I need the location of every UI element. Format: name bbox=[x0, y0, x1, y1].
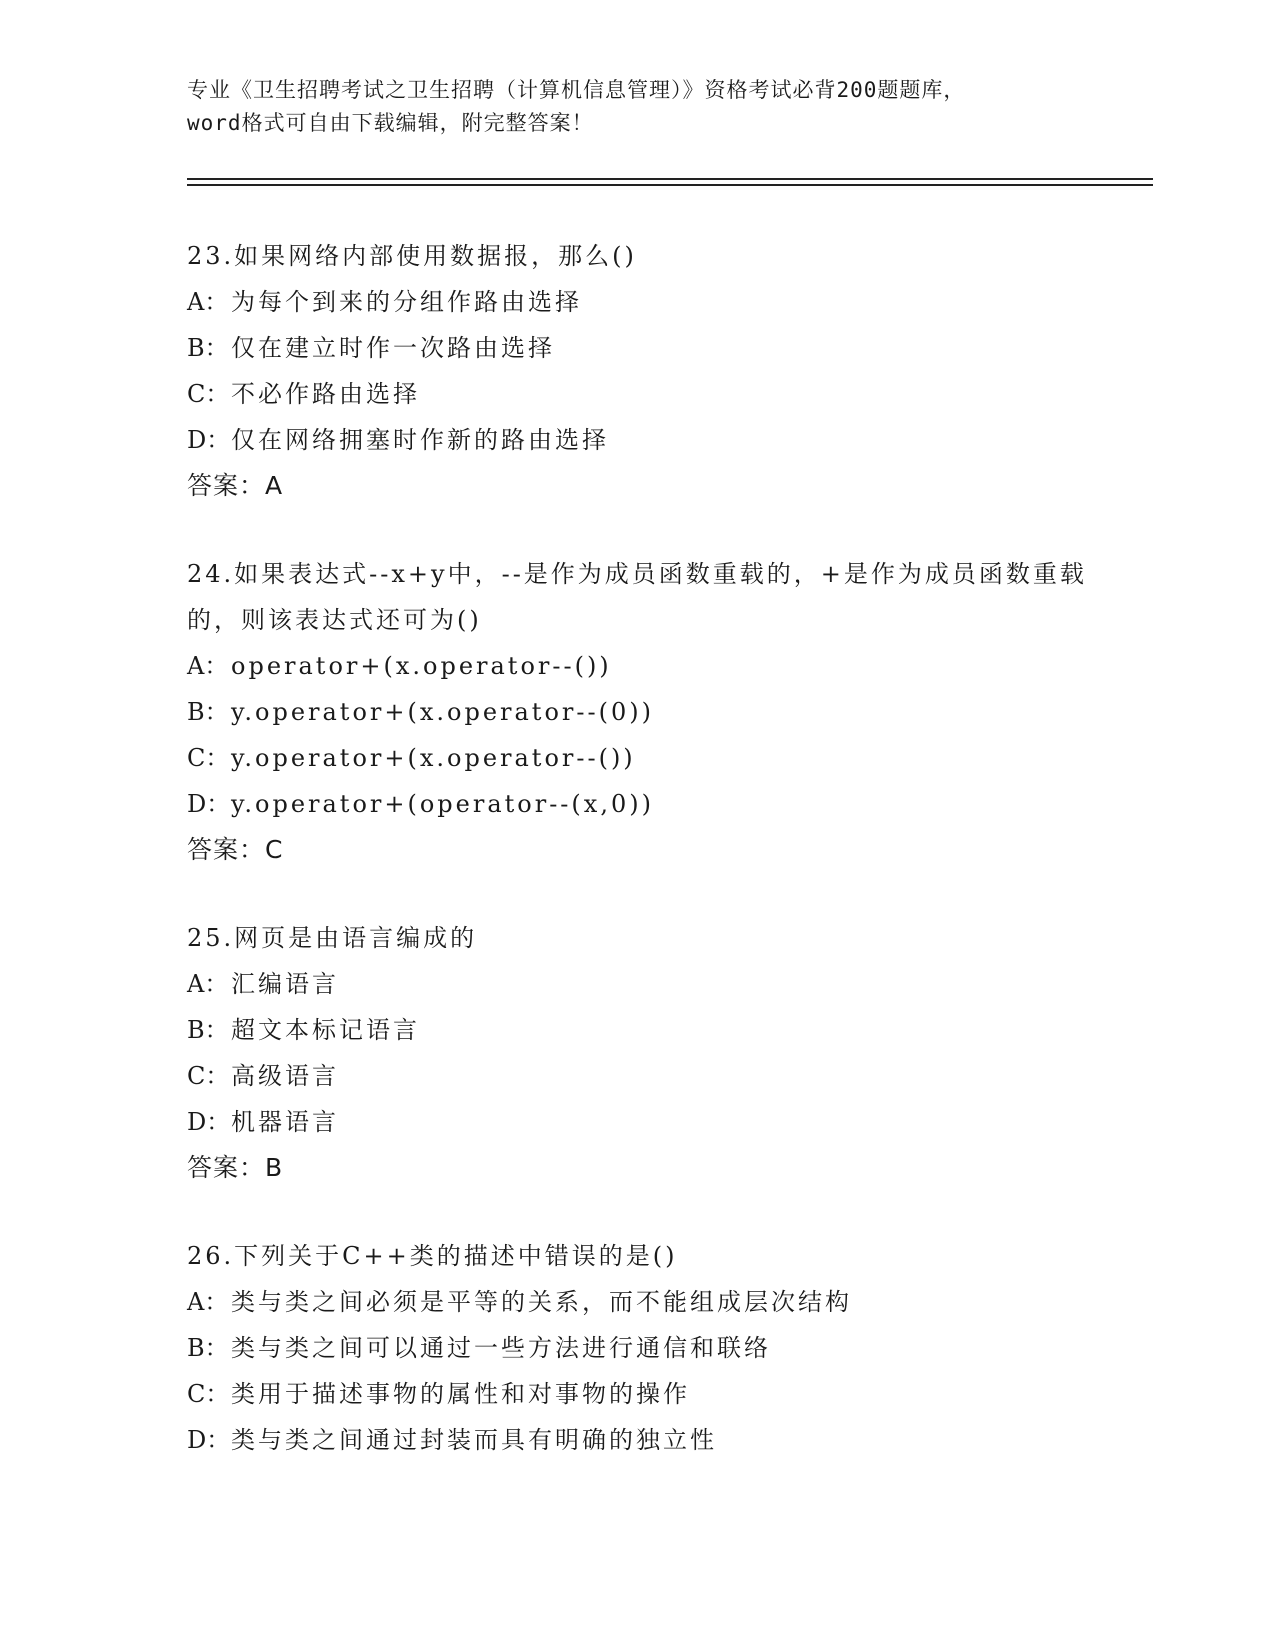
question-stem: 25.网页是由语言编成的 bbox=[187, 924, 478, 952]
option-a bbox=[187, 961, 1087, 1007]
option-d bbox=[187, 1417, 1087, 1463]
option-d bbox=[187, 1099, 1087, 1145]
header-divider-bottom bbox=[187, 184, 1153, 186]
option-text: operator+(x.operator--()) bbox=[231, 652, 612, 680]
option-b bbox=[187, 689, 1087, 735]
document-header bbox=[187, 74, 1107, 140]
option-letter: C： bbox=[187, 1062, 230, 1090]
option-letter: B： bbox=[187, 1016, 229, 1044]
option-letter: C： bbox=[187, 1380, 230, 1408]
option-letter: B： bbox=[187, 698, 229, 726]
option-letter: B： bbox=[187, 334, 229, 362]
answer-line: 答案：A bbox=[187, 471, 284, 500]
option-a bbox=[187, 643, 1087, 689]
question-block bbox=[187, 1233, 1087, 1463]
option-b bbox=[187, 1325, 1087, 1371]
option-text: 类与类之间可以通过一些方法进行通信和联络 bbox=[231, 1334, 771, 1362]
option-text: 仅在网络拥塞时作新的路由选择 bbox=[231, 426, 609, 454]
question-stem: 26.下列关于C++类的描述中错误的是() bbox=[187, 1242, 678, 1270]
header-line-2: word格式可自由下载编辑，附完整答案！ bbox=[187, 111, 594, 135]
option-text: 超文本标记语言 bbox=[231, 1016, 420, 1044]
option-c bbox=[187, 371, 1087, 417]
option-a bbox=[187, 1279, 1087, 1325]
option-a bbox=[187, 279, 1087, 325]
option-letter: D： bbox=[187, 426, 231, 454]
option-letter: C： bbox=[187, 744, 230, 772]
option-letter: C： bbox=[187, 380, 230, 408]
question-block bbox=[187, 915, 1087, 1191]
answer-line: 答案：B bbox=[187, 1153, 284, 1182]
option-text: y.operator+(operator--(x,0)) bbox=[231, 790, 654, 818]
option-c bbox=[187, 1053, 1087, 1099]
question-stem: 23.如果网络内部使用数据报，那么() bbox=[187, 242, 637, 270]
option-letter: D： bbox=[187, 1108, 231, 1136]
option-text: 仅在建立时作一次路由选择 bbox=[231, 334, 555, 362]
option-c bbox=[187, 735, 1087, 781]
option-c bbox=[187, 1371, 1087, 1417]
option-d bbox=[187, 417, 1087, 463]
option-letter: D： bbox=[187, 1426, 231, 1454]
option-text: 机器语言 bbox=[231, 1108, 339, 1136]
option-text: 汇编语言 bbox=[231, 970, 339, 998]
option-text: y.operator+(x.operator--(0)) bbox=[231, 698, 654, 726]
option-letter: A： bbox=[187, 1288, 229, 1316]
question-block bbox=[187, 551, 1087, 873]
option-text: y.operator+(x.operator--()) bbox=[231, 744, 636, 772]
option-text: 类与类之间必须是平等的关系，而不能组成层次结构 bbox=[231, 1288, 852, 1316]
option-b bbox=[187, 325, 1087, 371]
option-text: 类与类之间通过封装而具有明确的独立性 bbox=[231, 1426, 717, 1454]
option-text: 类用于描述事物的属性和对事物的操作 bbox=[231, 1380, 690, 1408]
option-d bbox=[187, 781, 1087, 827]
header-divider-top bbox=[187, 178, 1153, 180]
option-text: 为每个到来的分组作路由选择 bbox=[231, 288, 582, 316]
option-letter: D： bbox=[187, 790, 231, 818]
question-block bbox=[187, 233, 1087, 509]
option-letter: A： bbox=[187, 288, 229, 316]
option-text: 不必作路由选择 bbox=[231, 380, 420, 408]
option-letter: A： bbox=[187, 652, 229, 680]
option-letter: A： bbox=[187, 970, 229, 998]
answer-line: 答案：C bbox=[187, 835, 284, 864]
option-b bbox=[187, 1007, 1087, 1053]
header-line-1: 专业《卫生招聘考试之卫生招聘（计算机信息管理）》资格考试必背200题题库， bbox=[187, 78, 966, 102]
question-stem: 24.如果表达式--x+y中，--是作为成员函数重载的，+是作为成员函数重载的，则该表达式还可为() bbox=[187, 560, 1087, 634]
option-letter: B： bbox=[187, 1334, 229, 1362]
option-text: 高级语言 bbox=[231, 1062, 339, 1090]
